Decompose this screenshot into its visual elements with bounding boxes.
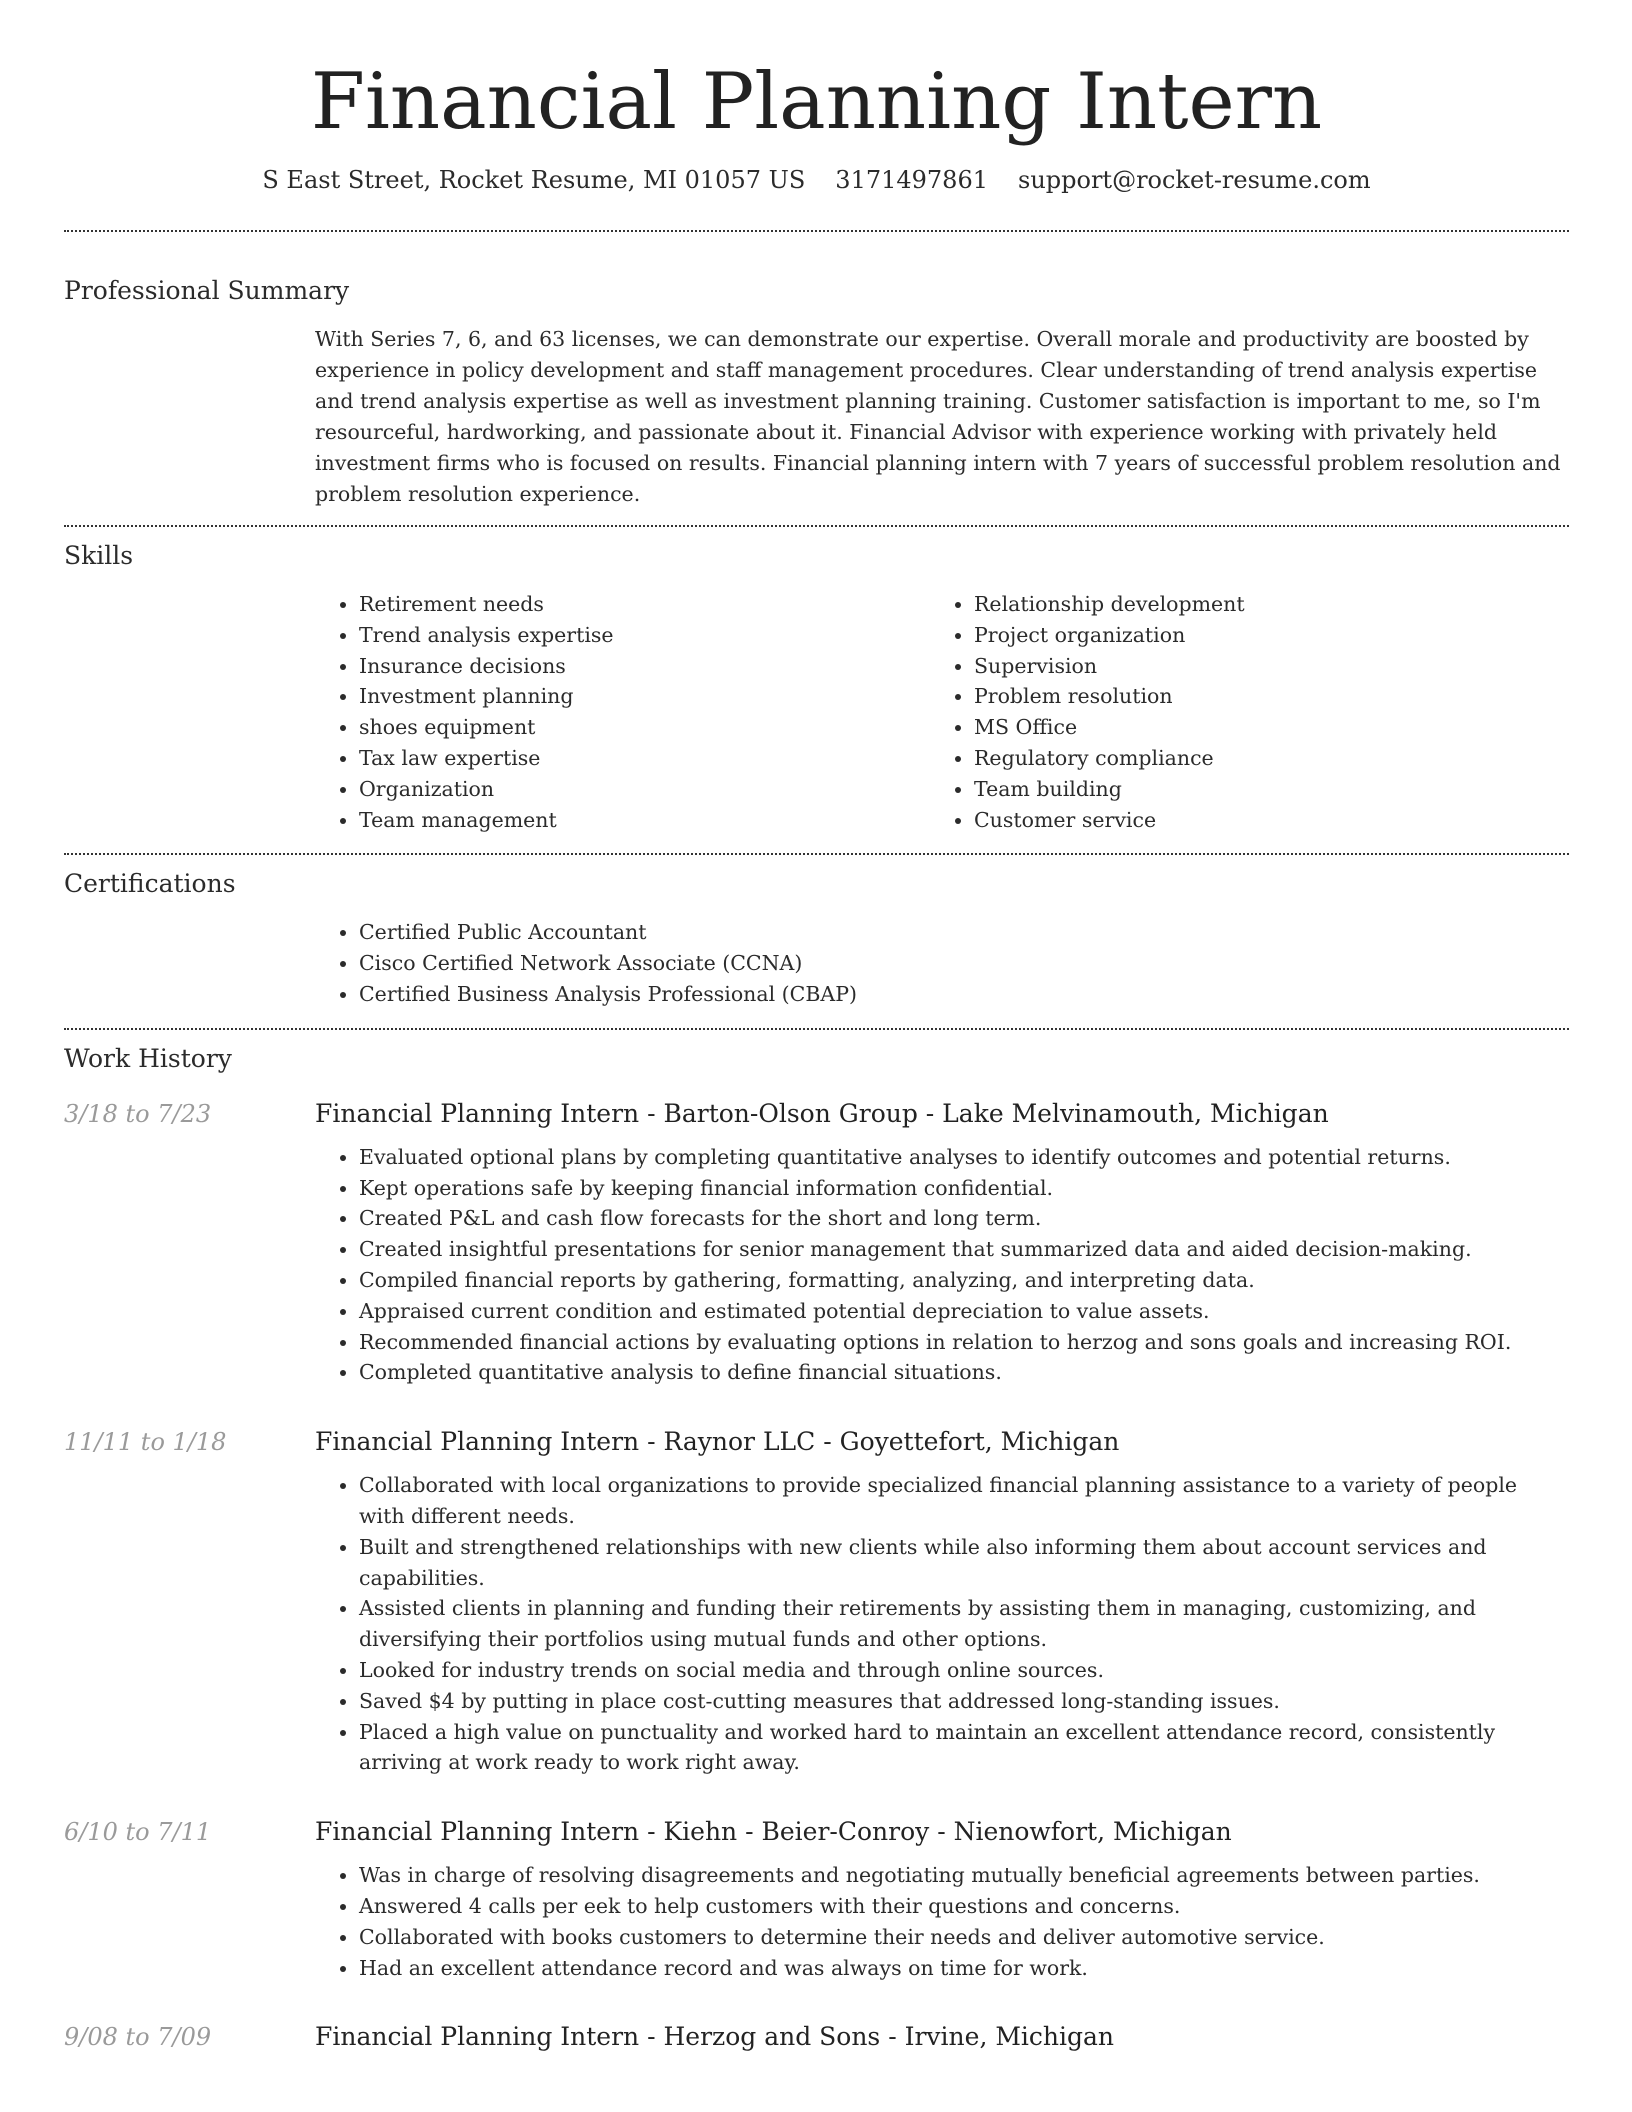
certification-item: • Certified Public Accountant (359, 917, 1569, 948)
skill-item: • Team management (359, 805, 930, 836)
section-title-skills: Skills (64, 541, 134, 570)
email: support@rocket-resume.com (1018, 166, 1371, 194)
summary-text: With Series 7, 6, and 63 licenses, we can demonstrate our expertise. Overall morale and productivity are boosted by experience in policy development and staff management procedures. Clear understanding of trend analysis expertise and trend analysis expertise as well as investment planning training. Customer satisfaction is important to me, so I'm resourceful, hardworking, and passionate about it. Financial Advisor with experience working with privately held investment firms who is focused on results. Financial planning intern with 7 years of successful problem resolution and problem resolution experience. (315, 327, 1561, 506)
skill-item: • Project organization (974, 620, 1545, 651)
job-bullet: • Assisted clients in planning and funding their retirements by assisting them in managing, customizing, and diversifying their portfolios using mutual funds and other options. (359, 1593, 1569, 1655)
certifications-section (64, 867, 1569, 1009)
resume-header (64, 0, 1569, 198)
section-title-certifications: Certifications (64, 869, 236, 899)
skill-item: • Investment planning (359, 681, 930, 712)
job-bullets (315, 1470, 1569, 1778)
job-bullet: • Appraised current condition and estimated potential depreciation to value assets. (359, 1296, 1569, 1327)
resume-page (64, 0, 1569, 2055)
job-bullet: • Created P&L and cash flow forecasts for the short and long term. (359, 1203, 1569, 1234)
section-title-summary: Professional Summary (64, 276, 350, 305)
skill-item: • shoes equipment (359, 712, 930, 743)
certification-item: • Certified Business Analysis Professional (CBAP) (359, 979, 1569, 1010)
phone: 3171497861 (835, 166, 988, 194)
job-bullet: • Recommended financial actions by evaluating options in relation to herzog and sons goals and increasing ROI. (359, 1327, 1569, 1358)
jobs-list (64, 1096, 1569, 2056)
job-entry (64, 1096, 1569, 1388)
job-dates: 3/18 to 7/23 (64, 1099, 212, 1128)
job-bullet: • Evaluated optional plans by completing quantitative analyses to identify outcomes and potential returns. (359, 1142, 1569, 1173)
skills-grid (315, 589, 1569, 835)
skill-item: • Supervision (974, 651, 1545, 682)
divider (64, 1028, 1569, 1030)
skills-section (64, 539, 1569, 835)
job-bullet: • Kept operations safe by keeping financial information confidential. (359, 1173, 1569, 1204)
job-title: Financial Planning Intern - Herzog and Sons - Irvine, Michigan (315, 2022, 1115, 2052)
job-bullet: • Created insightful presentations for senior management that summarized data and aided decision-making. (359, 1234, 1569, 1265)
skill-item: • Relationship development (974, 589, 1545, 620)
job-bullet: • Answered 4 calls per eek to help customers with their questions and concerns. (359, 1891, 1569, 1922)
certification-item: • Cisco Certified Network Associate (CCNA) (359, 948, 1569, 979)
job-bullet: • Collaborated with local organizations to provide specialized financial planning assistance to a variety of people with different needs. (359, 1470, 1569, 1532)
job-entry (64, 1814, 1569, 1983)
job-bullets (315, 1142, 1569, 1388)
job-bullet: • Was in charge of resolving disagreements and negotiating mutually beneficial agreements between parties. (359, 1860, 1569, 1891)
work-history-section (64, 1042, 1569, 2056)
job-title: Financial Planning Intern - Barton-Olson Group - Lake Melvinamouth, Michigan (315, 1098, 1329, 1128)
skill-item: • Customer service (974, 805, 1545, 836)
contact-line (64, 162, 1569, 198)
candidate-name: Financial Planning Intern (310, 57, 1323, 147)
job-dates: 6/10 to 7/11 (64, 1818, 212, 1847)
skills-list-left (315, 589, 930, 835)
job-bullet: • Built and strengthened relationships with new clients while also informing them about account services and capabilities. (359, 1532, 1569, 1594)
skill-item: • Tax law expertise (359, 743, 930, 774)
job-bullet: • Collaborated with books customers to determine their needs and deliver automotive service. (359, 1922, 1569, 1953)
summary-section (64, 276, 1569, 510)
skills-list-right (930, 589, 1545, 835)
job-entry (64, 2019, 1569, 2055)
skill-item: • Trend analysis expertise (359, 620, 930, 651)
skill-item: • Retirement needs (359, 589, 930, 620)
divider (64, 525, 1569, 527)
skill-item: • Organization (359, 774, 930, 805)
section-title-work: Work History (64, 1043, 232, 1073)
divider (64, 230, 1569, 232)
job-bullets (315, 1860, 1569, 1983)
job-dates: 9/08 to 7/09 (64, 2023, 212, 2052)
address: S East Street, Rocket Resume, MI 01057 US (262, 166, 806, 194)
job-bullet: • Looked for industry trends on social media and through online sources. (359, 1655, 1569, 1686)
job-title: Financial Planning Intern - Kiehn - Beier-Conroy - Nienowfort, Michigan (315, 1817, 1232, 1847)
job-bullet: • Had an excellent attendance record and was always on time for work. (359, 1953, 1569, 1984)
skill-item: • Regulatory compliance (974, 743, 1545, 774)
job-bullet: • Completed quantitative analysis to define financial situations. (359, 1357, 1569, 1388)
skill-item: • MS Office (974, 712, 1545, 743)
skill-item: • Problem resolution (974, 681, 1545, 712)
skill-item: • Team building (974, 774, 1545, 805)
job-bullet: • Saved $4 by putting in place cost-cutting measures that addressed long-standing issues. (359, 1686, 1569, 1717)
divider (64, 853, 1569, 855)
job-bullet: • Placed a high value on punctuality and worked hard to maintain an excellent attendance record, consistently arriving at work ready to work right away. (359, 1717, 1569, 1779)
job-bullet: • Compiled financial reports by gathering, formatting, analyzing, and interpreting data. (359, 1265, 1569, 1296)
skill-item: • Insurance decisions (359, 651, 930, 682)
job-dates: 11/11 to 1/18 (64, 1428, 227, 1457)
certifications-list (315, 917, 1569, 1009)
job-entry (64, 1424, 1569, 1778)
job-title: Financial Planning Intern - Raynor LLC - Goyettefort, Michigan (315, 1427, 1120, 1457)
